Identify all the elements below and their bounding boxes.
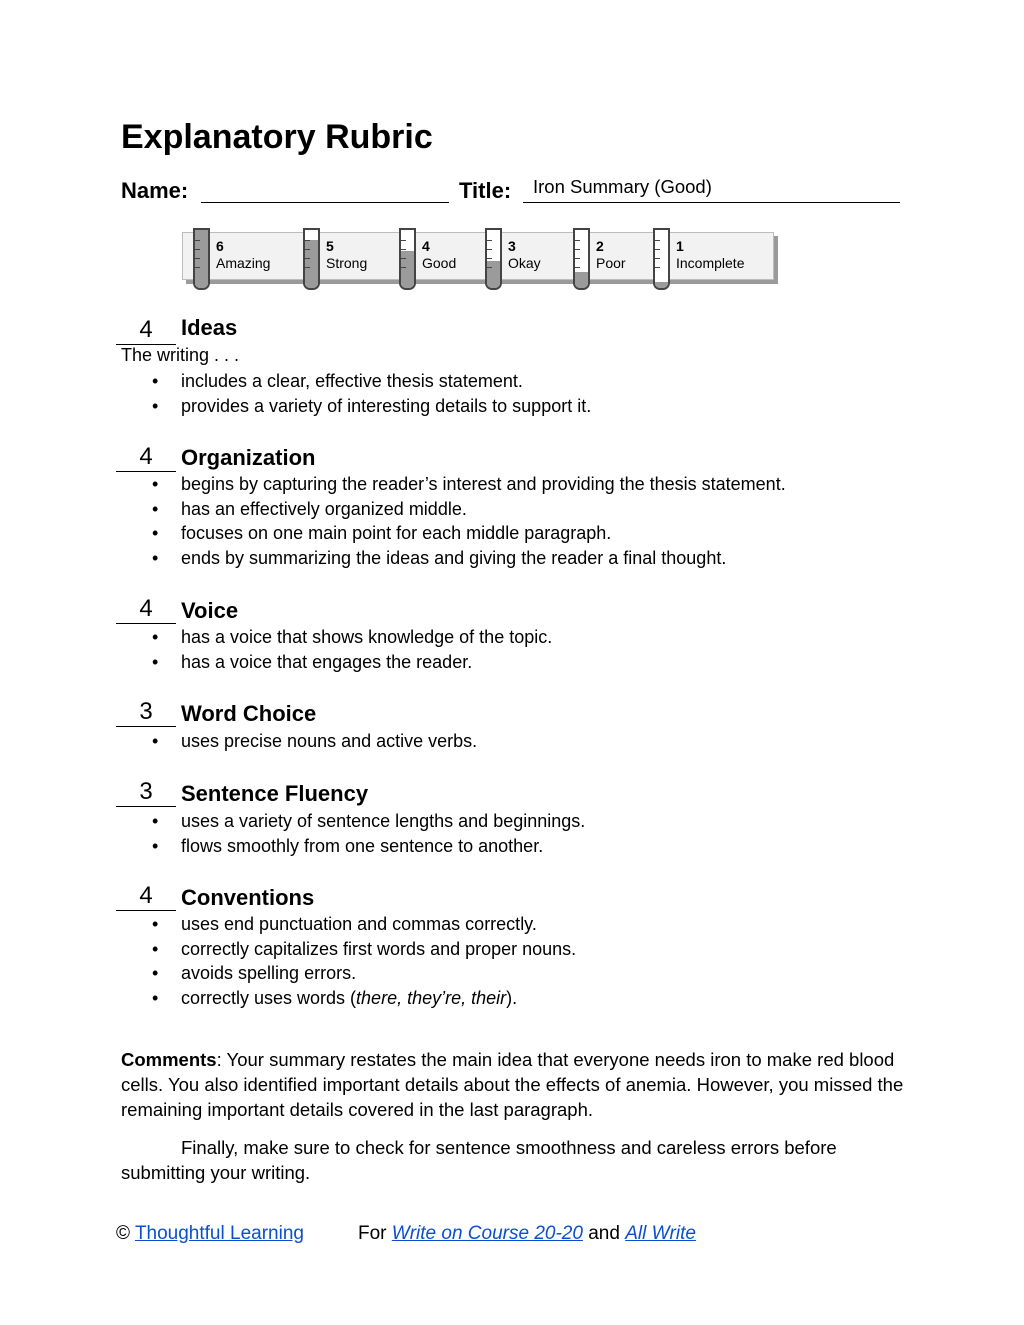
list-item: • uses end punctuation and commas correctly. <box>152 912 576 937</box>
rating-scale <box>182 232 774 280</box>
ideas-list <box>152 369 591 418</box>
title-value: Iron Summary (Good) <box>533 176 712 197</box>
voice-title: Voice <box>181 598 239 623</box>
scale-level-number: 6 <box>216 238 224 254</box>
comments-paragraph <box>121 1047 911 1122</box>
scale-tube-icon <box>193 228 210 290</box>
list-item: • correctly capitalizes first words and proper nouns. <box>152 937 576 962</box>
organization-title: Organization <box>181 445 316 470</box>
scale-tube-icon <box>653 228 670 290</box>
list-item: • has an effectively organized middle. <box>152 497 786 522</box>
scale-level <box>676 238 744 272</box>
organization-score: 4 <box>116 443 176 472</box>
list-item: • ends by summarizing the ideas and giving the reader a final thought. <box>152 546 786 571</box>
list-item: • provides a variety of interesting details to support it. <box>152 394 591 419</box>
comments-label: Comments <box>121 1049 217 1070</box>
list-item: • uses a variety of sentence lengths and beginnings. <box>152 809 585 834</box>
tube-fill <box>487 261 500 288</box>
write-on-course-link[interactable]: Write on Course 20-20 <box>391 1223 583 1244</box>
footer-for <box>358 1223 696 1245</box>
conventions-list <box>152 912 576 1010</box>
ideas-intro: The writing . . . <box>121 345 240 365</box>
ideas-score: 4 <box>116 316 176 345</box>
list-item: • begins by capturing the reader’s interest and providing the thesis statement. <box>152 472 786 497</box>
scale-level <box>422 238 456 272</box>
footer-copyright <box>116 1223 304 1245</box>
tube-fill <box>655 282 668 288</box>
voice-score: 4 <box>116 595 176 624</box>
list-item: • has a voice that shows knowledge of the topic. <box>152 625 552 650</box>
scale-level <box>216 238 270 272</box>
sentence-fluency-title: Sentence Fluency <box>181 781 369 806</box>
copyright-symbol: © <box>116 1223 130 1244</box>
list-item: • focuses on one main point for each middle paragraph. <box>152 521 786 546</box>
scale-level-label: Strong <box>326 255 368 271</box>
ideas-title: Ideas <box>181 315 238 340</box>
scale-tube-icon <box>399 228 416 290</box>
word-choice-title: Word Choice <box>181 701 317 726</box>
and-text: and <box>588 1223 620 1244</box>
thoughtful-learning-link[interactable]: Thoughtful Learning <box>134 1223 304 1244</box>
all-write-link[interactable]: All Write <box>625 1223 696 1244</box>
scale-level-number: 4 <box>422 238 430 254</box>
scale-level-number: 1 <box>676 238 684 254</box>
scale-level-number: 3 <box>508 238 516 254</box>
scale-level-label: Poor <box>596 255 626 271</box>
conventions-title: Conventions <box>181 885 315 910</box>
scale-level <box>596 238 626 272</box>
scale-tube-icon <box>303 228 320 290</box>
sentence-fluency-score: 3 <box>116 778 176 807</box>
tube-fill <box>401 251 414 288</box>
voice-list <box>152 625 552 674</box>
for-text: For <box>358 1223 387 1244</box>
name-field[interactable] <box>201 178 449 203</box>
scale-level-number: 2 <box>596 238 604 254</box>
scale-tube-icon <box>573 228 590 290</box>
conventions-score: 4 <box>116 882 176 911</box>
title-label: Title: <box>459 178 512 203</box>
name-label: Name: <box>121 178 189 203</box>
word-choice-score: 3 <box>116 698 176 727</box>
scale-level-label: Okay <box>508 255 541 271</box>
scale-level <box>508 238 541 272</box>
title-field[interactable] <box>523 175 900 203</box>
list-item: • correctly uses words (there, they’re, their). <box>152 986 576 1011</box>
scale-level <box>326 238 367 272</box>
tube-fill <box>195 230 208 288</box>
list-item: • includes a clear, effective thesis statement. <box>152 369 591 394</box>
tube-fill <box>575 272 588 288</box>
tube-fill <box>305 240 318 288</box>
scale-level-label: Amazing <box>216 255 271 271</box>
comments-second-paragraph: Finally, make sure to check for sentence smoothness and careless errors before submitting your writing. <box>121 1137 837 1183</box>
page-title: Explanatory Rubric <box>121 118 433 156</box>
word-choice-list <box>152 729 477 754</box>
organization-list <box>152 472 786 570</box>
list-item: • has a voice that engages the reader. <box>152 650 552 675</box>
list-item: • avoids spelling errors. <box>152 961 576 986</box>
list-item: • flows smoothly from one sentence to another. <box>152 834 585 859</box>
scale-level-label: Good <box>422 255 457 271</box>
sentence-fluency-list <box>152 809 585 858</box>
scale-tube-icon <box>485 228 502 290</box>
list-item: • uses precise nouns and active verbs. <box>152 729 477 754</box>
scale-level-number: 5 <box>326 238 334 254</box>
scale-level-label: Incomplete <box>676 255 745 271</box>
comments-text: : Your summary restates the main idea that everyone needs iron to make red blood cells. You also identified important details about the effects of anemia. However, you missed the remaining important details covered in the last paragraph. <box>121 1049 904 1120</box>
